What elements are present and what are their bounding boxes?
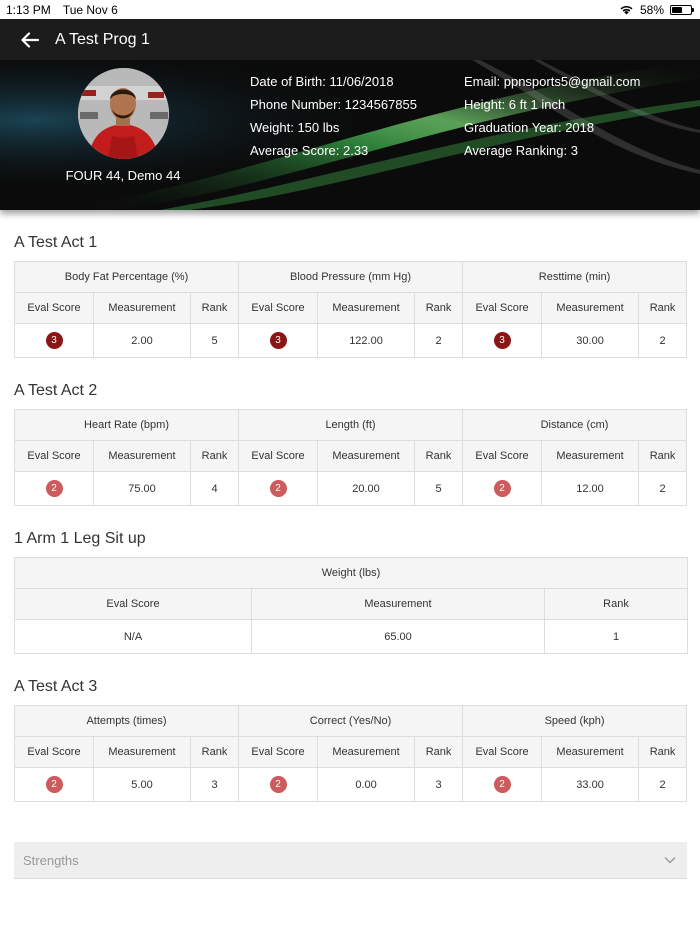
score-value: N/A [123,630,143,643]
rank-header: Rank [545,589,688,620]
score-badge: 2 [46,480,63,497]
metric-name: Distance (cm) [463,410,687,441]
page-title: A Test Prog 1 [55,30,150,48]
rank-cell: 4 [191,472,239,506]
rank-cell: 1 [545,620,688,654]
metric-header-row [15,410,687,441]
rank-cell: 2 [415,324,463,358]
measurement-cell: 30.00 [542,324,639,358]
activity-table [14,409,687,506]
rank-cell: 5 [415,472,463,506]
score-badge: 2 [494,480,511,497]
metric-name: Weight (lbs) [15,558,688,589]
status-right [619,3,692,17]
rank-cell: 3 [415,768,463,802]
measurement-cell: 2.00 [94,324,191,358]
phone-number: Phone Number: 1234567855 [250,97,417,112]
metric-name: Length (ft) [239,410,463,441]
status-left [6,3,127,17]
column-header-row [15,293,687,324]
metric-header-row [15,262,687,293]
eval-score-cell [463,768,542,802]
eval-score-header: Eval Score [15,441,94,472]
table-row [15,472,687,506]
eval-score-cell [15,324,94,358]
rank-header: Rank [191,441,239,472]
measurement-header: Measurement [94,293,191,324]
measurement-header: Measurement [318,293,415,324]
status-bar [0,0,700,19]
column-header-row [15,737,687,768]
battery-fill [672,7,682,13]
strengths-label: Strengths [23,852,79,868]
weight: Weight: 150 lbs [250,120,340,135]
metric-name: Correct (Yes/No) [239,706,463,737]
eval-score-cell [463,324,542,358]
date-of-birth: Date of Birth: 11/06/2018 [250,74,394,89]
table-row [15,768,687,802]
eval-score-cell [239,472,318,506]
activity-title: A Test Act 1 [14,234,98,251]
chevron-down-icon [664,856,676,864]
measurement-cell: 5.00 [94,768,191,802]
activity-table [14,705,687,802]
rank-cell: 2 [639,768,687,802]
measurement-header: Measurement [542,737,639,768]
eval-score-cell [239,768,318,802]
nav-bar [0,19,700,60]
metric-name: Attempts (times) [15,706,239,737]
eval-score-header: Eval Score [15,589,252,620]
measurement-cell: 12.00 [542,472,639,506]
activities-list [0,233,700,879]
metric-name: Body Fat Percentage (%) [15,262,239,293]
eval-score-header: Eval Score [239,293,318,324]
rank-cell: 3 [191,768,239,802]
eval-score-header: Eval Score [463,293,542,324]
score-badge: 2 [494,776,511,793]
rank-cell: 5 [191,324,239,358]
metric-name: Heart Rate (bpm) [15,410,239,441]
measurement-header: Measurement [94,737,191,768]
eval-score-header: Eval Score [463,737,542,768]
graduation-year: Graduation Year: 2018 [464,120,595,135]
email: Email: ppnsports5@gmail.com [464,74,641,89]
status-time: 1:13 PM [6,2,51,17]
rank-cell: 2 [639,324,687,358]
eval-score-header: Eval Score [463,441,542,472]
activity-table [14,261,687,358]
rank-header: Rank [415,293,463,324]
rank-header: Rank [415,737,463,768]
metric-name: Speed (kph) [463,706,687,737]
measurement-cell: 33.00 [542,768,639,802]
measurement-header: Measurement [318,441,415,472]
back-button[interactable] [18,28,42,52]
score-badge: 2 [270,480,287,497]
activity-table [14,557,688,654]
measurement-cell: 0.00 [318,768,415,802]
measurement-cell: 65.00 [252,620,545,654]
measurement-header: Measurement [94,441,191,472]
measurement-cell: 122.00 [318,324,415,358]
score-badge: 2 [46,776,63,793]
eval-score-header: Eval Score [15,293,94,324]
eval-score-cell [239,324,318,358]
height: Height: 6 ft 1 inch [464,97,566,112]
measurement-header: Measurement [318,737,415,768]
score-badge: 3 [270,332,287,349]
wifi-icon [619,4,634,15]
status-date: Tue Nov 6 [62,2,118,17]
column-header-row [15,589,688,620]
arrow-left-icon [21,32,39,48]
eval-score-header: Eval Score [239,441,318,472]
average-score: Average Score: 2.33 [250,143,369,158]
average-ranking: Average Ranking: 3 [464,143,578,158]
eval-score-cell [15,472,94,506]
rank-header: Rank [639,737,687,768]
column-header-row [15,441,687,472]
eval-score-header: Eval Score [239,737,318,768]
metric-header-row [15,558,688,589]
rank-header: Rank [639,293,687,324]
activity-title: A Test Act 3 [14,678,98,695]
metric-header-row [15,706,687,737]
score-badge: 3 [494,332,511,349]
score-badge: 2 [270,776,287,793]
profile-header [0,60,700,210]
table-row [15,324,687,358]
measurement-header: Measurement [542,293,639,324]
table-row [15,620,688,654]
measurement-header: Measurement [542,441,639,472]
rank-cell: 2 [639,472,687,506]
player-photo [78,68,169,159]
eval-score-header: Eval Score [15,737,94,768]
avatar [78,68,169,159]
measurement-cell: 20.00 [318,472,415,506]
profile-info-right [464,70,640,162]
score-badge: 3 [46,332,63,349]
metric-name: Blood Pressure (mm Hg) [239,262,463,293]
eval-score-cell [463,472,542,506]
measurement-header: Measurement [252,589,545,620]
rank-header: Rank [191,737,239,768]
strengths-accordion[interactable] [14,842,687,879]
metric-name: Resttime (min) [463,262,687,293]
rank-header: Rank [191,293,239,324]
activity-title: A Test Act 2 [14,382,98,399]
rank-header: Rank [415,441,463,472]
profile-info-left [250,70,417,162]
activity-title: 1 Arm 1 Leg Sit up [14,530,146,547]
rank-header: Rank [639,441,687,472]
eval-score-cell [15,768,94,802]
battery-percent: 58% [639,2,664,17]
player-name: FOUR 44, Demo 44 [65,168,181,183]
battery-icon [670,5,692,15]
measurement-cell: 75.00 [94,472,191,506]
eval-score-cell [15,620,252,654]
